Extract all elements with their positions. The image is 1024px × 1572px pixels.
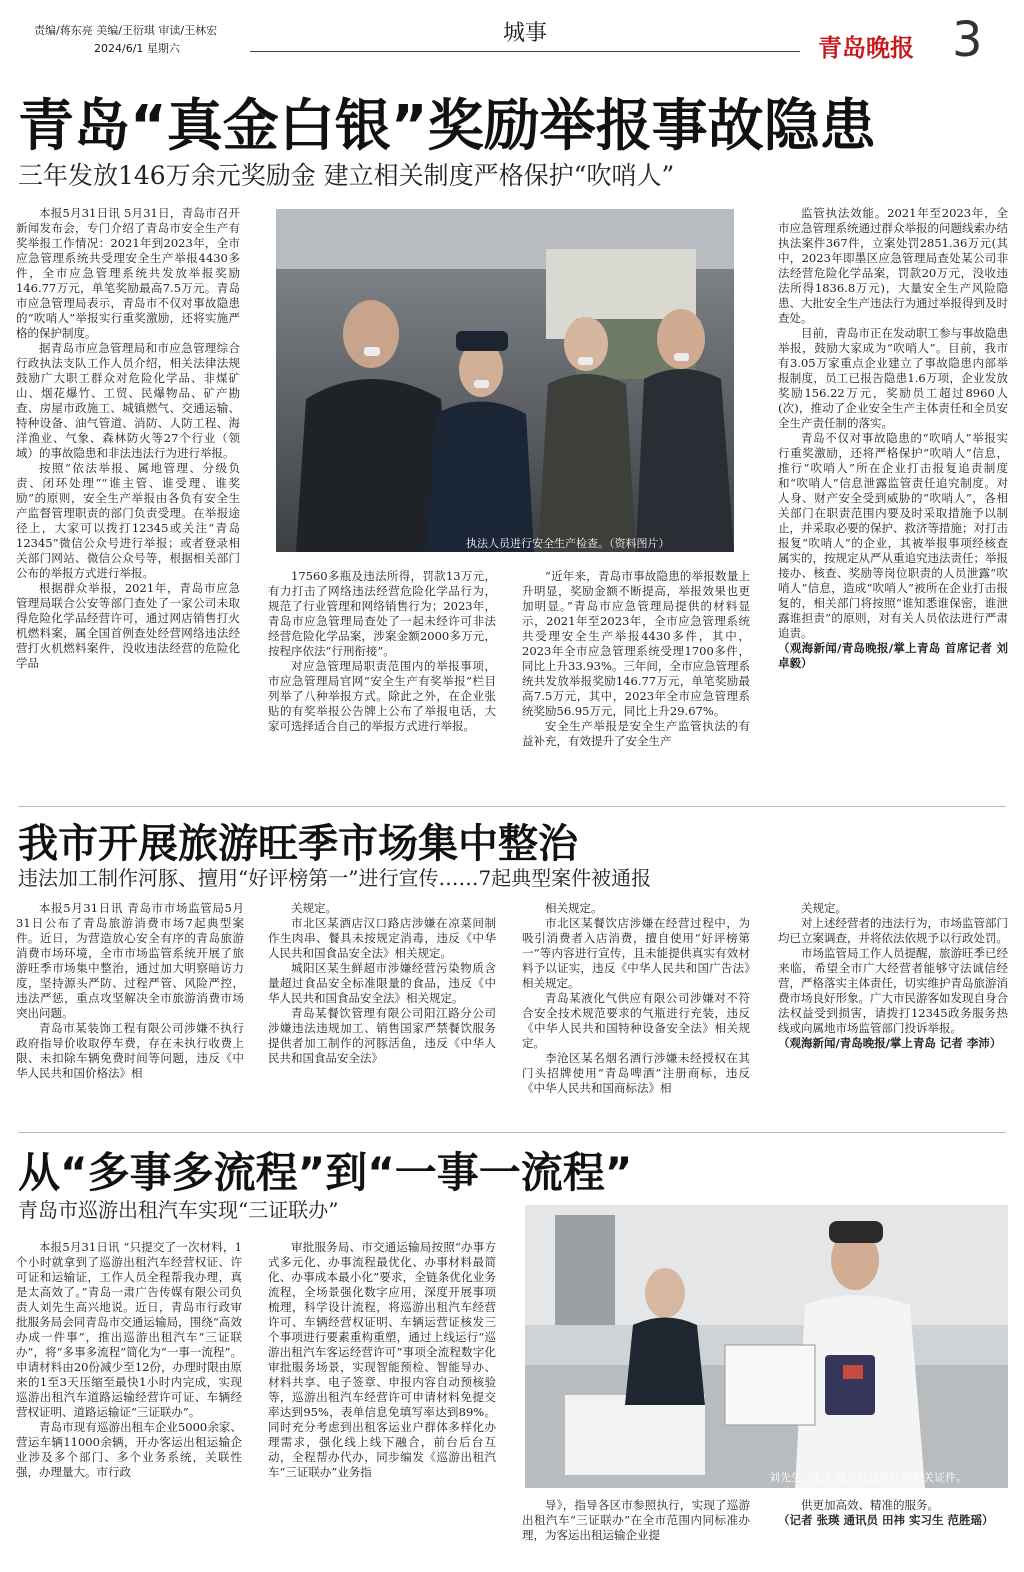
story2-column-1: [16, 901, 244, 1127]
newspaper-logo: 青岛晚报: [818, 33, 914, 62]
paragraph: 青岛某液化气供应有限公司涉嫌对不符合安全技术规范要求的气瓶进行充装，违反《中华人民共和国特种设备安全法》相关规定。: [522, 991, 750, 1050]
paragraph: 市场监管局工作人员提醒，旅游旺季已经来临，希望全市广大经营者能够守法诚信经营，严格落实主体责任，切实维护青岛旅游消费市场良好形象。广大市民游客如发现自身合法权益受到损害，请拨打12345政务服务热线或向属地市场监管部门投诉举报。: [778, 946, 1008, 1035]
story3-subhead: 青岛市巡游出租汽车实现“三证联办”: [18, 1198, 339, 1222]
story1-column-2: [268, 569, 496, 793]
paragraph: 市北区某酒店汉口路店涉嫌在凉菜间制作生肉串、餐具未按规定消毒，违反《中华人民共和国食品安全法》相关规定。: [268, 916, 496, 960]
paragraph: 审批服务局、市交通运输局按照“办事方式多元化、办事流程最优化、办事材料最简化、办事成本最小化”要求，全链条优化业务流程，全场景强化数字应用，深度开展事项梳理，科学设计流程，将巡游出租汽车经营许可、车辆经营权证明、车辆运营证核发三个事项进行要素重构重塑，通过上线运行“巡游出租汽车客运经营许可”事项全流程数字化审批服务场景，实现智能预检、智能导办、材料共享、电子签章、申报内容自动预核验等，巡游出租汽车经营许可申请材料免提交率达到95%，表单信息免填写率达到89%。同时充分考虑到出租客运业户群体多样化办理需求，强化线上线下融合，前台后台互动，全程帮办代办，同步编发《巡游出租汽车“三证联办”业务指: [268, 1240, 496, 1479]
story-separator: [18, 1132, 1006, 1133]
paragraph: 本报5月31日讯 5月31日，青岛市召开新闻发布会，专门介绍了青岛市安全生产有奖举报工作情况：2021年到2023年，全市应急管理系统共受理安全生产举报4430多件，全市应急管理系统共发放举报奖励146.77万元，单笔奖励最高7.5万元。青岛市应急管理局表示，青岛市不仅对事故隐患的“吹哨人”举报实行重奖激励，还将实施严格的保护制度。: [16, 206, 240, 340]
paragraph: 监管执法效能。2021年至2023年，全市应急管理系统通过群众举报的问题线索办结执法案件367件，立案处罚2851.36万元(其中，2023年即墨区应急管理局查处某公司非法经营危险化学品案，罚款20万元，没收违法所得1836.8万元)，大量安全生产风险隐患、大批安全生产违法行为通过举报得到及时查处。: [778, 206, 1008, 325]
byline-credit: （观海新闻/青岛晚报/掌上青岛 首席记者 刘卓毅）: [778, 641, 1008, 670]
paragraph: 本报5月31日讯 “只提交了一次材料，1个小时就拿到了巡游出租汽车经营权证、许可证和运输证，工作人员全程帮我办理，真是太高效了。”青岛一肃广告传媒有限公司负责人刘先生高兴地说。近日，青岛市行政审批服务局会同青岛市交通运输局，围绕“高效办成一件事”，推出巡游出租汽车“三证联办”，将“多事多流程”简化为“一事一流程”。申请材料由20份减少至12份，办理时限由原来的1至3天压缩至最快1小时内完成，实现巡游出租汽车道路运输经营许可证、车辆经营权证明、道路运输证“三证联办”。: [16, 1240, 242, 1419]
paragraph: 对上述经营者的违法行为，市场监管部门均已立案调查，并将依法依规予以行政处罚。: [778, 916, 1008, 945]
story1-column-4: [778, 206, 1008, 794]
inspection-scene-image: [276, 209, 734, 552]
story1-column-3: [522, 569, 750, 793]
paragraph: “近年来，青岛市事故隐患的举报数量上升明显，奖励金额不断提高，举报效果也更加明显。”青岛市应急管理局提供的材料显示，2021年至2023年，全市应急管理系统共受理安全生产举报4430多件，其中，2023年全市应急管理系统受理1700多件，同比上升33.93%。三年间，全市应急管理系统共发放举报奖励146.77万元，单笔奖励最高7.5万元，其中，2023年全市应急管理系统奖励56.95万元，同比上升29.67%。: [522, 569, 750, 718]
masthead: [0, 0, 1024, 80]
story1-photo-caption: 执法人员进行安全生产检查。（资料图片）: [466, 537, 670, 550]
story3-column-4: [778, 1498, 1008, 1566]
story2-column-2: [268, 901, 496, 1127]
paragraph: 城阳区某生鲜超市涉嫌经营污染物质含量超过食品安全标准限量的食品，违反《中华人民共和国食品安全法》相关规定。: [268, 961, 496, 1005]
byline-credit: （记者 张瑛 通讯员 田祎 实习生 范胜瑶）: [778, 1513, 994, 1527]
paragraph: 据青岛市应急管理局和市应急管理综合行政执法支队工作人员介绍，相关法律法规鼓励广大职工群众对危险化学品、非煤矿山、烟花爆竹、工贸、民爆物品、矿产勘查、房屋市政施工、城镇燃气、交通运输、特种设备、油气管道、消防、人防工程、海洋渔业、气象、森林防火等27个行业（领域）的事故隐患和非法违法行为进行举报。: [16, 341, 240, 460]
story2-column-4: [778, 901, 1008, 1127]
section-name: 城事: [502, 21, 547, 46]
paragraph: 关规定。: [801, 901, 847, 915]
story3-photo: [525, 1205, 1008, 1488]
story2-headline: 我市开展旅游旺季市场集中整治: [18, 821, 578, 867]
story1-photo: [276, 209, 734, 552]
paragraph: 关规定。: [291, 901, 337, 915]
paragraph: 青岛市某装饰工程有限公司涉嫌不执行政府指导价收取停车费，存在未执行收费上限、未扣除车辆免费时间等问题，违反《中华人民共和国价格法》相: [16, 1021, 244, 1080]
story2-column-3: [522, 901, 750, 1127]
story-separator: [18, 806, 1006, 807]
paragraph: 青岛市现有巡游出租车企业5000余家、营运车辆11000余辆，开办客运出租运输企业涉及多个部门、多个业务系统，关联性强，办理量大。市行政: [16, 1420, 242, 1479]
story3-column-3: [522, 1498, 750, 1566]
paragraph: 青岛不仅对事故隐患的“吹哨人”举报实行重奖激励，还将严格保护“吹哨人”信息，推行“吹哨人”所在企业打击报复追责制度和“吹哨人”信息泄露监管责任追究制度。对人身、财产安全受到威胁的“吹哨人”，各相关部门在职责范围内要及时采取措施予以制止，并采取必要的保护、救济等措施；对打击报复“吹哨人”的企业，其被举报事项经核查属实的，按规定从严从重追究违法责任；举报接办、核查、奖励等岗位职责的人员泄露“吹哨人”信息，造成“吹哨人”被所在企业打击报复的，相关部门将按照“谁知悉谁保密，谁泄露谁担责”的原则，对有关人员依法进行严肃追责。: [778, 431, 1008, 640]
story2-subhead: 违法加工制作河豚、擅用“好评榜第一”进行宣传……7起典型案件被通报: [18, 866, 652, 890]
paragraph: 供更加高效、精准的服务。: [801, 1498, 939, 1512]
story1-column-1: [16, 206, 240, 792]
paragraph: 李沧区某名烟名酒行涉嫌未经授权在其门头招牌使用“青岛啤酒”注册商标，违反《中华人民共和国商标法》相: [522, 1051, 750, 1095]
paragraph: 本报5月31日讯 青岛市市场监管局5月31日公布了青岛旅游消费市场7起典型案件。近日，为营造放心安全有序的青岛旅游消费市场环境，全市市场监管系统开展了旅游旺季市场集中整治，通过加大明察暗访力度，坚持源头严防、过程严管、风险严控，违法严惩，重点攻坚解决全市旅游消费市场突出问题。: [16, 901, 244, 1020]
paragraph: 青岛某餐饮管理有限公司阳江路分公司涉嫌违法违规加工、销售国家严禁餐饮服务提供者加工制作的河豚活鱼，违反《中华人民共和国食品安全法》: [268, 1006, 496, 1065]
paragraph: 安全生产举报是安全生产监管执法的有益补充，有效提升了安全生产: [522, 719, 750, 748]
paragraph: 导》，指导各区市参照执行，实现了巡游出租汽车“三证联办”在全市范围内同标准办理，为客运出租运输企业提: [522, 1498, 750, 1542]
masthead-rule: [250, 51, 800, 52]
story3-column-2: [268, 1240, 496, 1566]
masthead-info: [34, 22, 217, 58]
paragraph: 目前，青岛市正在发动职工参与事故隐患举报，鼓励大家成为“吹哨人”。目前，我市有3.05万家重点企业建立了事故隐患内部举报制度，员工已报告隐患1.6万项，企业发放奖励156.22万元，奖励员工超过8960人(次)，推动了企业安全生产主体责任和全员安全生产责任制的落实。: [778, 326, 1008, 430]
byline-credit: （观海新闻/青岛晚报/掌上青岛 记者 李沛）: [778, 1036, 1002, 1050]
story1-headline: 青岛“真金白银”奖励举报事故隐患: [18, 94, 876, 159]
paragraph: 相关规定。: [545, 901, 603, 915]
story3-headline: 从“多事多流程”到“一事一流程”: [18, 1148, 633, 1197]
paragraph: 17560多瓶及违法所得，罚款13万元，有力打击了网络违法经营危险化学品行为，规范了行业管理和网络销售行为；2023年，青岛市应急管理局查处了一起未经许可非法经营危险化学品案，涉案金额2000多万元，按程序依法“行刑衔接”。: [268, 569, 496, 658]
story3-photo-caption: 刘先生（右）展示自己办好的相关证件。: [769, 1471, 967, 1484]
license-service-scene-image: [525, 1205, 1008, 1488]
paragraph: 根据群众举报，2021年，青岛市应急管理局联合公安等部门查处了一家公司未取得危险化学品经营许可，通过网店销售打火机燃料案，属全国首例查处经营网络违法经营打火机燃料案件，没收违法经营的危险化学品: [16, 581, 240, 670]
story3-column-1: [16, 1240, 242, 1566]
paragraph: 对应急管理局职责范围内的举报事项，市应急管理局官网“安全生产有奖举报”栏目列举了八种举报方式。除此之外，在企业张贴的有奖举报公告牌上公布了举报电话，大家可选择适合自己的举报方式进行举报。: [268, 659, 496, 733]
story1-subhead: 三年发放146万余元奖励金 建立相关制度严格保护“吹哨人”: [18, 161, 675, 190]
editors-line: 责编/蒋东亮 美编/王衍琪 审读/王林宏: [34, 24, 218, 37]
issue-date: 2024/6/1 星期六: [94, 42, 180, 55]
paragraph: 市北区某餐饮店涉嫌在经营过程中，为吸引消费者入店消费，擅自使用“好评榜第一”等内容进行宣传，且未能提供真实有效材料予以证实，违反《中华人民共和国广告法》相关规定。: [522, 916, 750, 990]
page-number: 3: [952, 12, 983, 68]
paragraph: 按照“依法举报、属地管理、分级负责、闭环处理”“谁主管、谁受理、谁奖励”的原则，安全生产举报由各负有安全生产监督管理职责的部门负责受理。在举报途径上，大家可以拨打12345或关注“青岛12345”微信公众号进行举报；或者登录相关部门网站、微信公众号等，根据相关部门公布的举报方式进行举报。: [16, 461, 240, 580]
